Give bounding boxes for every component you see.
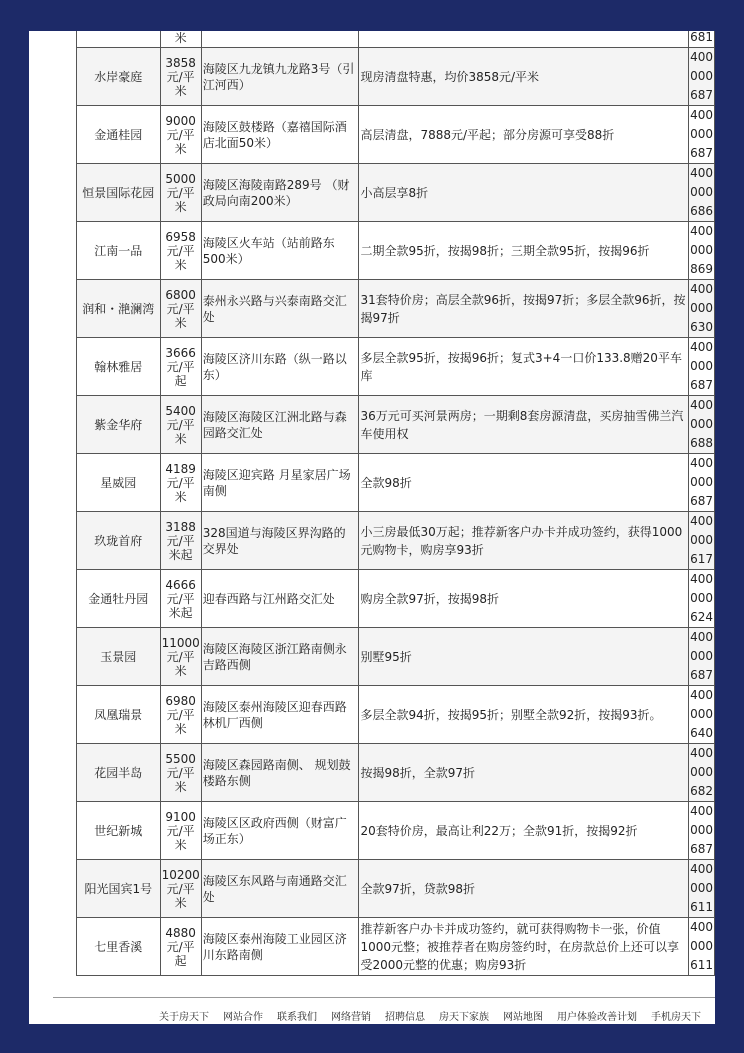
price-cell: 5500元/平米 xyxy=(160,744,201,802)
price-cell: 6958元/平米 xyxy=(160,222,201,280)
name-cell: 花园半岛 xyxy=(77,744,161,802)
price-cell: 4880元/平起 xyxy=(160,918,201,976)
price-cell: 9100元/平米 xyxy=(160,802,201,860)
table-row xyxy=(77,802,715,860)
price-cell: 3188元/平米起 xyxy=(160,512,201,570)
address-cell xyxy=(201,31,359,48)
address-cell: 海陵区九龙镇九龙路3号（引江河西） xyxy=(201,48,359,106)
price-cell: 3666元/平起 xyxy=(160,338,201,396)
price-cell: 4189元/平米 xyxy=(160,454,201,512)
phone-cell: 400 000 688 xyxy=(689,396,715,454)
table-row xyxy=(77,744,715,802)
phone-cell: 400 000 687 xyxy=(689,454,715,512)
name-cell: 恒景国际花园 xyxy=(77,164,161,222)
price-cell: 3858元/平米 xyxy=(160,48,201,106)
phone-cell: 400 000 687 xyxy=(689,802,715,860)
promo-cell: 推荐新客户办卡并成功签约，就可获得购物卡一张，价值1000元整；被推荐者在购房签约时，在房款总价上还可以享受2000元整的优惠；购房93折 xyxy=(359,918,689,976)
address-cell: 海陵区东风路与南通路交汇处 xyxy=(201,860,359,918)
price-cell: 6980元/平米 xyxy=(160,686,201,744)
phone-cell: 400 000 869 xyxy=(689,222,715,280)
table-row xyxy=(77,164,715,222)
address-cell: 迎春西路与江州路交汇处 xyxy=(201,570,359,628)
promo-cell: 多层全款94折，按揭95折；别墅全款92折，按揭93折。 xyxy=(359,686,689,744)
phone-cell: 400 000 611 xyxy=(689,860,715,918)
table-row xyxy=(77,512,715,570)
phone-cell: 400 000 611 xyxy=(689,918,715,976)
address-cell: 海陵区海陵南路289号 （财政局向南200米） xyxy=(201,164,359,222)
price-cell: 米 xyxy=(160,31,201,48)
promo-cell: 小高层享8折 xyxy=(359,164,689,222)
promo-cell: 按揭98折，全款97折 xyxy=(359,744,689,802)
promo-cell xyxy=(359,31,689,48)
table-row xyxy=(77,686,715,744)
page xyxy=(29,31,715,1024)
name-cell: 阳光国宾1号 xyxy=(77,860,161,918)
promo-cell: 20套特价房，最高让利22万；全款91折，按揭92折 xyxy=(359,802,689,860)
name-cell: 七里香溪 xyxy=(77,918,161,976)
phone-cell: 400 000 640 xyxy=(689,686,715,744)
promo-cell: 多层全款95折，按揭96折；复式3+4一口价133.8赠20平车库 xyxy=(359,338,689,396)
address-cell: 泰州永兴路与兴泰南路交汇处 xyxy=(201,280,359,338)
phone-cell: 400 000 617 xyxy=(689,512,715,570)
table-row xyxy=(77,396,715,454)
address-cell: 海陵区海陵区浙江路南侧永吉路西侧 xyxy=(201,628,359,686)
phone-cell: 400 000 630 xyxy=(689,280,715,338)
phone-cell: 400 000 687 xyxy=(689,48,715,106)
phone-cell: 400 000 687 xyxy=(689,106,715,164)
table-row xyxy=(77,570,715,628)
promo-cell: 购房全款97折，按揭98折 xyxy=(359,570,689,628)
address-cell: 海陵区鼓楼路（嘉禧国际酒店北面50米） xyxy=(201,106,359,164)
price-cell: 10200元/平米 xyxy=(160,860,201,918)
table-row xyxy=(77,628,715,686)
footer-links xyxy=(159,1008,701,1023)
phone-cell: 400 000 686 xyxy=(689,164,715,222)
price-cell: 9000元/平米 xyxy=(160,106,201,164)
table-row xyxy=(77,106,715,164)
table-row xyxy=(77,918,715,976)
price-cell: 5400元/平米 xyxy=(160,396,201,454)
address-cell: 海陵区区政府西侧（财富广场正东） xyxy=(201,802,359,860)
footer-link[interactable]: 网络营销 xyxy=(331,1012,371,1023)
phone-cell: 400 000 687 xyxy=(689,628,715,686)
table-row xyxy=(77,222,715,280)
footer-link[interactable]: 手机房天下 xyxy=(651,1012,701,1023)
price-cell: 4666元/平米起 xyxy=(160,570,201,628)
name-cell: 玉景园 xyxy=(77,628,161,686)
promo-cell: 31套特价房；高层全款96折，按揭97折；多层全款96折，按揭97折 xyxy=(359,280,689,338)
table-row xyxy=(77,280,715,338)
phone-cell: 400 000 682 xyxy=(689,744,715,802)
footer-link[interactable]: 用户体验改善计划 xyxy=(557,1012,637,1023)
name-cell xyxy=(77,31,161,48)
promo-cell: 二期全款95折，按揭98折；三期全款95折，按揭96折 xyxy=(359,222,689,280)
phone-cell: 400 000 624 xyxy=(689,570,715,628)
name-cell: 江南一品 xyxy=(77,222,161,280)
footer-link[interactable]: 网站合作 xyxy=(223,1012,263,1023)
table-row xyxy=(77,454,715,512)
footer-link[interactable]: 关于房天下 xyxy=(159,1012,209,1023)
property-table xyxy=(76,31,715,976)
price-cell: 6800元/平米 xyxy=(160,280,201,338)
name-cell: 金通桂园 xyxy=(77,106,161,164)
promo-cell: 高层清盘，7888元/平起；部分房源可享受88折 xyxy=(359,106,689,164)
name-cell: 翰林雅居 xyxy=(77,338,161,396)
address-cell: 海陵区森园路南侧、 规划鼓楼路东侧 xyxy=(201,744,359,802)
name-cell: 世纪新城 xyxy=(77,802,161,860)
table-row xyxy=(77,860,715,918)
address-cell: 328国道与海陵区界沟路的交界处 xyxy=(201,512,359,570)
name-cell: 星威园 xyxy=(77,454,161,512)
footer-link[interactable]: 招聘信息 xyxy=(385,1012,425,1023)
address-cell: 海陵区泰州海陵工业园区济川东路南侧 xyxy=(201,918,359,976)
address-cell: 海陵区泰州海陵区迎春西路林机厂西侧 xyxy=(201,686,359,744)
footer-divider xyxy=(53,997,715,998)
promo-cell: 小三房最低30万起；推荐新客户办卡并成功签约，获得1000元购物卡，购房享93折 xyxy=(359,512,689,570)
name-cell: 水岸豪庭 xyxy=(77,48,161,106)
table-row-top xyxy=(77,31,715,48)
footer-link[interactable]: 网站地图 xyxy=(503,1012,543,1023)
address-cell: 海陵区济川东路（纵一路以东） xyxy=(201,338,359,396)
address-cell: 海陵区海陵区江洲北路与森园路交汇处 xyxy=(201,396,359,454)
promo-cell: 全款97折，贷款98折 xyxy=(359,860,689,918)
address-cell: 海陵区迎宾路 月星家居广场南侧 xyxy=(201,454,359,512)
price-cell: 11000元/平米 xyxy=(160,628,201,686)
phone-cell: 681 xyxy=(689,31,715,48)
promo-cell: 现房清盘特惠，均价3858元/平米 xyxy=(359,48,689,106)
price-cell: 5000元/平米 xyxy=(160,164,201,222)
address-cell: 海陵区火车站（站前路东500米） xyxy=(201,222,359,280)
table-row xyxy=(77,338,715,396)
promo-cell: 全款98折 xyxy=(359,454,689,512)
name-cell: 金通牡丹园 xyxy=(77,570,161,628)
name-cell: 凤凰瑞景 xyxy=(77,686,161,744)
phone-cell: 400 000 687 xyxy=(689,338,715,396)
footer-link[interactable]: 房天下家族 xyxy=(439,1012,489,1023)
promo-cell: 36万元可买河景两房；一期剩8套房源清盘，买房抽雪佛兰汽车使用权 xyxy=(359,396,689,454)
footer-link[interactable]: 联系我们 xyxy=(277,1012,317,1023)
name-cell: 紫金华府 xyxy=(77,396,161,454)
table-row xyxy=(77,48,715,106)
name-cell: 玖珑首府 xyxy=(77,512,161,570)
promo-cell: 别墅95折 xyxy=(359,628,689,686)
name-cell: 润和・滟澜湾 xyxy=(77,280,161,338)
